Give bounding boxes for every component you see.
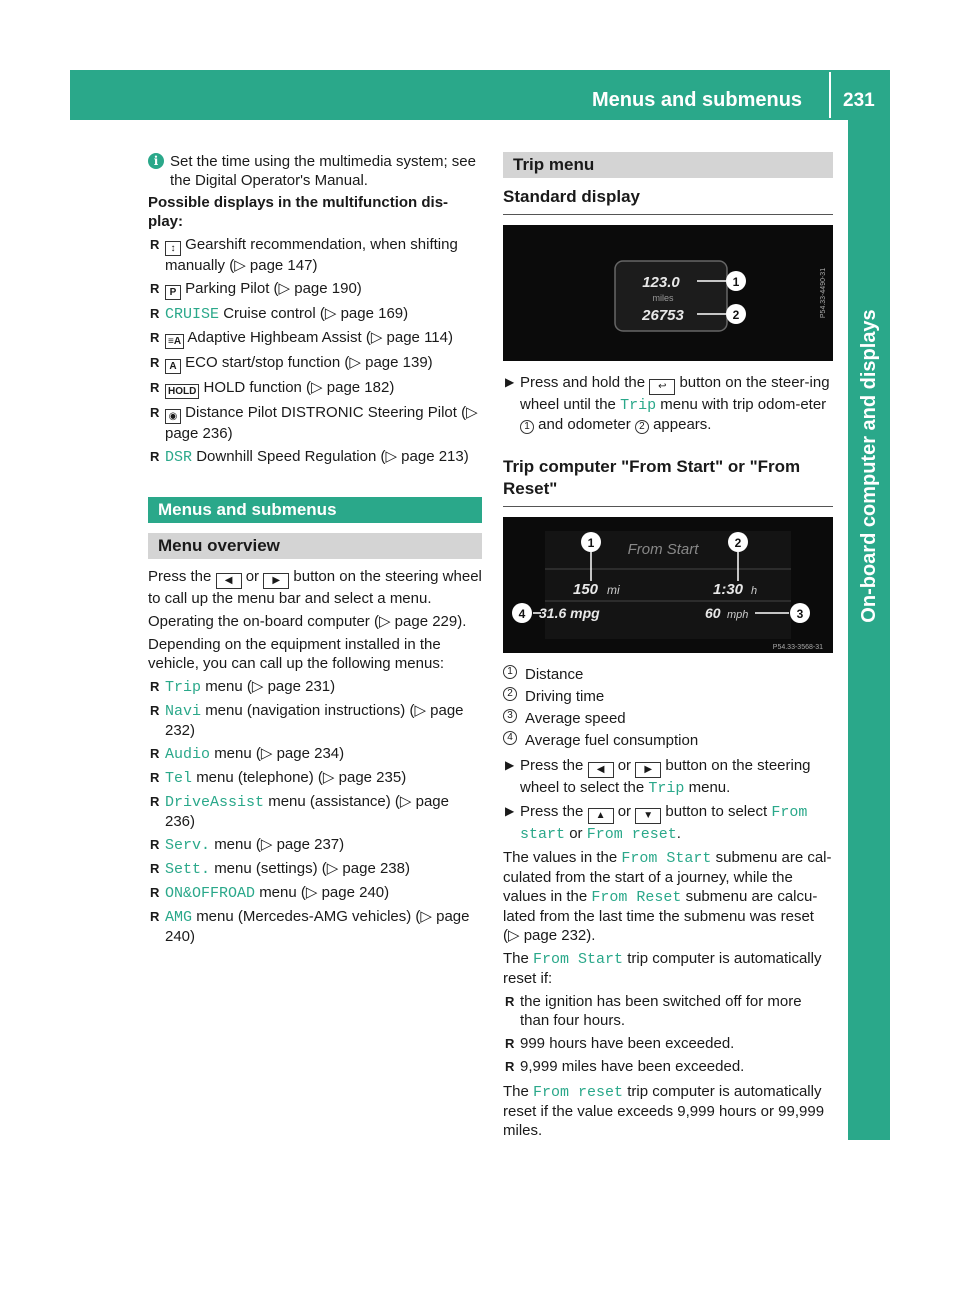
step-arrow-icon: ▶ [505,804,515,818]
figure-code: P54.33-4490-31 [820,267,827,319]
bullet-icon: R [150,794,160,809]
submenu-code: From reset [586,826,677,843]
bullet-icon: R [505,1059,515,1074]
legend-text: Distance [525,666,584,683]
text: submenu are cal-culated from the start of a journey, while the values in the [503,849,832,905]
list-item-text: menu (▷ page 240) [259,884,390,901]
menu-code: Trip [620,397,657,414]
list-item-text: menu (settings) (▷ page 238) [214,860,410,877]
banner-menu-overview: Menu overview [148,533,482,559]
displays-list [148,235,482,467]
list-item [148,835,482,855]
list-item [148,328,482,349]
text: Press the [148,568,212,585]
side-tab [848,1112,890,1140]
text: or [617,757,632,774]
list-item [148,701,482,740]
text: The values in the [503,849,618,866]
submenu-code: From Start [621,850,712,867]
list-item [503,1057,833,1076]
text: . [676,825,681,842]
text: trip computer is automatically reset if the value exceeds 9,999 hours or 99,999 miles. [503,1083,825,1139]
standard-display-heading: Standard display [503,186,833,215]
bullet-icon: R [150,306,160,321]
text: or [569,825,583,842]
bullet-icon: R [505,1036,515,1051]
submenu-code: From start [520,804,808,843]
text: button on the steering wheel to call up the menu bar and select a menu. [148,568,482,607]
list-item [148,304,482,324]
text: button to select [665,803,768,820]
list-item [148,744,482,764]
list-item [148,447,482,467]
text: trip computer is automatically reset if: [503,950,822,987]
list-item-text: menu (telephone) (▷ page 235) [196,769,407,786]
list-item-text: Gearshift recommendation, when shifting manually (▷ page 147) [165,236,458,274]
bullet-icon: R [150,237,160,252]
text: Press the [520,757,584,774]
reset-paragraph [503,949,833,988]
list-item [148,792,482,831]
list-item [148,859,482,879]
left-arrow-button-icon: ◀ [216,573,242,589]
list-item-text: Adaptive Highbeam Assist (▷ page 114) [187,329,453,346]
time-value: 1:30 [713,581,744,598]
chapter-title: On-board computer and displays [858,309,880,623]
legend-number: 1 [503,665,517,679]
step-select-submenu [503,802,833,844]
menu-code: Trip [165,679,202,696]
left-column [148,152,482,952]
speed-value: 60 [705,605,721,621]
list-item-text: menu (▷ page 237) [214,836,345,853]
list-item-text: Parking Pilot (▷ page 190) [185,280,362,297]
menu-bar-paragraph [148,567,482,608]
banner-trip-menu: Trip menu [503,152,833,178]
figure-standard-display [503,225,833,361]
list-item-text: menu (navigation instructions) (▷ page 232) [165,702,464,739]
step-select-trip [503,756,833,798]
trip-computer-heading: Trip computer "From Start" or "From Reset" [503,456,833,507]
display-code: DSR [165,449,193,466]
text: or [617,803,632,820]
menu-code: Sett. [165,861,211,878]
legend-text: Average fuel consumption [525,732,699,749]
list-item [503,992,833,1030]
list-item [148,235,482,275]
text: Press and hold the [520,374,646,391]
step-arrow-icon: ▶ [505,375,515,389]
list-item [148,883,482,903]
down-arrow-button-icon: ▼ [635,808,661,824]
text: appears. [653,416,712,433]
text: button on the steering wheel to select the [520,757,811,796]
header-separator [829,72,831,118]
legend-item [503,687,833,706]
menu-code: AMG [165,909,193,926]
callout-ref: 2 [635,420,649,434]
text: Press the [520,803,584,820]
step-arrow-icon: ▶ [505,758,515,772]
figure-trip-computer [503,517,833,653]
list-item [148,378,482,399]
right-column [503,152,833,1144]
possible-displays-heading: Possible displays in the multifunction dis-play: [148,194,449,230]
text: The [503,1083,529,1100]
bullet-icon: R [150,837,160,852]
banner-menus-and-submenus: Menus and submenus [148,497,482,523]
bullet-icon: R [150,281,160,296]
time-unit: h [751,585,758,597]
figure-legend [503,665,833,750]
page-number: 231 [843,90,875,111]
left-arrow-button-icon: ◀ [588,762,614,778]
trip-unit: miles [652,293,674,303]
reset-conditions-list [503,992,833,1076]
values-paragraph [503,848,833,945]
bullet-icon: R [505,994,515,1009]
operating-paragraph: Operating the on-board computer (▷ page 229). [148,613,467,630]
list-item-text: HOLD function (▷ page 182) [203,379,395,396]
distance-pilot-icon: ◉ [165,409,181,424]
info-note-text: Set the time using the multimedia system; see the Digital Operator's Manual. [170,153,476,189]
list-item-text: Cruise control (▷ page 169) [223,305,409,322]
list-item [148,353,482,374]
parking-icon: P [165,285,181,300]
list-item-text: menu (▷ page 234) [214,745,345,762]
list-item-text: 999 hours have been exceeded. [520,1035,735,1052]
legend-item [503,709,833,728]
list-item-text: Downhill Speed Regulation (▷ page 213) [196,448,469,465]
list-item [148,403,482,443]
eco-start-stop-icon: A [165,359,181,374]
right-arrow-button-icon: ▶ [635,762,661,778]
text: or [245,568,260,585]
menu-code: DriveAssist [165,794,265,811]
fuel-value: 31.6 mpg [539,605,600,621]
submenu-code: From Start [533,951,624,968]
display-code: CRUISE [165,306,220,323]
legend-number: 4 [503,731,517,745]
menus-list [148,677,482,946]
bullet-icon: R [150,380,160,395]
callout-1-number: 1 [587,536,595,550]
text: button on the steer-ing wheel until the [520,374,830,413]
menu-code: Audio [165,746,211,763]
list-item-text: ECO start/stop function (▷ page 139) [185,354,433,371]
bullet-icon: R [150,679,160,694]
figure-code: P54.33-3568-31 [772,644,823,651]
reset2-paragraph [503,1082,833,1140]
legend-text: Driving time [525,688,605,705]
callout-1-number: 1 [732,275,740,289]
list-item [148,279,482,300]
menu-code: Tel [165,770,193,787]
bullet-icon: R [150,330,160,345]
submenu-title: From Start [627,541,699,558]
step-hold-button [503,373,833,434]
standard-display-image [503,225,833,361]
gearshift-icon: ↕ [165,241,181,256]
callout-2-number: 2 [734,536,742,550]
bullet-icon: R [150,909,160,924]
legend-text: Average speed [525,710,626,727]
list-item-text: the ignition has been switched off for more than four hours. [520,993,802,1029]
text: menu. [688,779,731,796]
legend-number: 3 [503,709,517,723]
distance-unit: mi [607,583,620,597]
bullet-icon: R [150,885,160,900]
text: menu with trip odom-eter [660,396,827,413]
info-note [148,152,482,190]
list-item [503,1034,833,1053]
list-item-text: menu (assistance) (▷ page 236) [165,793,449,830]
up-arrow-button-icon: ▲ [588,808,614,824]
submenu-code: From reset [533,1084,624,1101]
hold-icon: HOLD [165,384,199,399]
callout-ref: 1 [520,420,534,434]
bullet-icon: R [150,770,160,785]
callout-3-number: 3 [796,607,804,621]
equipment-paragraph: Depending on the equipment installed in the vehicle, you can call up the following menus: [148,636,445,672]
bullet-icon: R [150,355,160,370]
section-title: Menus and submenus [592,89,803,111]
text: and odometer [538,416,631,433]
speed-unit: mph [727,609,749,621]
trip-odometer-value: 123.0 [642,274,680,291]
bullet-icon: R [150,703,160,718]
odometer-value: 26753 [642,307,684,324]
callout-2-number: 2 [732,308,740,322]
submenu-code: From Reset [591,889,682,906]
text: The [503,950,529,967]
side-band [848,120,890,1140]
list-item-text: 9,999 miles have been exceeded. [520,1058,745,1075]
list-item [148,768,482,788]
list-item-text: menu (▷ page 231) [205,678,336,695]
list-item-text: menu (Mercedes-AMG vehicles) (▷ page 240) [165,908,470,945]
back-button-icon: ↩ [649,379,675,395]
legend-number: 2 [503,687,517,701]
info-icon: i [148,153,164,169]
highbeam-icon: ≡A [165,334,184,349]
menu-code: Navi [165,703,202,720]
trip-computer-image [503,517,833,653]
distance-value: 150 [573,581,599,598]
bullet-icon: R [150,449,160,464]
list-item [148,907,482,946]
bullet-icon: R [150,861,160,876]
list-item [148,677,482,697]
menu-code: ON&OFFROAD [165,885,256,902]
text: submenu are calcu-lated from the last time the submenu was reset (▷ page 232). [503,888,818,944]
legend-item [503,731,833,750]
bullet-icon: R [150,746,160,761]
menu-code: Trip [648,780,685,797]
right-arrow-button-icon: ▶ [263,573,289,589]
legend-item [503,665,833,684]
menu-code: Serv. [165,837,211,854]
bullet-icon: R [150,405,160,420]
callout-4-number: 4 [518,607,526,621]
list-item-text: Distance Pilot DISTRONIC Steering Pilot (▷ page 236) [165,404,478,442]
